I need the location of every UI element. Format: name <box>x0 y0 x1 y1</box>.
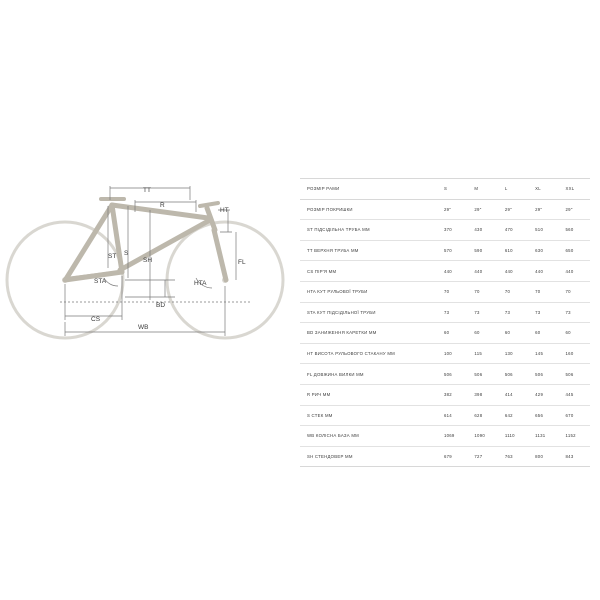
cell-m: 73 <box>468 302 498 323</box>
label-sta: STA <box>94 278 107 285</box>
column-header-xl: XL <box>529 179 559 200</box>
row-label: S СТЕК ММ <box>300 405 438 426</box>
row-label: HT ВИСОТА РУЛЬОВОГО СТАКАНУ ММ <box>300 343 438 364</box>
cell-xl: 145 <box>529 343 559 364</box>
cell-xl: 440 <box>529 261 559 282</box>
table-row <box>300 261 590 282</box>
cell-xxl: 160 <box>560 343 590 364</box>
cell-m: 440 <box>468 261 498 282</box>
cell-xl: 656 <box>529 405 559 426</box>
label-fl: FL <box>238 259 246 266</box>
cell-xl: 73 <box>529 302 559 323</box>
geometry-table <box>300 178 590 467</box>
cell-m: 590 <box>468 240 498 261</box>
cell-l: 60 <box>499 323 529 344</box>
cell-xl: 506 <box>529 364 559 385</box>
table-row <box>300 281 590 302</box>
cell-xxl: 650 <box>560 240 590 261</box>
cell-s: 29" <box>438 199 468 220</box>
cell-l: 763 <box>499 446 529 467</box>
cell-l: 506 <box>499 364 529 385</box>
cell-m: 628 <box>468 405 498 426</box>
table-row <box>300 343 590 364</box>
cell-m: 727 <box>468 446 498 467</box>
cell-xxl: 1152 <box>560 426 590 447</box>
cell-xl: 429 <box>529 384 559 405</box>
label-wb: WB <box>138 324 149 331</box>
table-row <box>300 323 590 344</box>
cell-xl: 800 <box>529 446 559 467</box>
cell-xxl: 506 <box>560 364 590 385</box>
table-row <box>300 240 590 261</box>
column-header-xxl: XXL <box>560 179 590 200</box>
cell-m: 430 <box>468 220 498 241</box>
cell-s: 1069 <box>438 426 468 447</box>
row-label: HTA КУТ РУЛЬОВОЇ ТРУБИ <box>300 281 438 302</box>
cell-xl: 60 <box>529 323 559 344</box>
label-sh: SH <box>143 257 153 264</box>
row-label: РОЗМІР ПОКРИШКИ <box>300 199 438 220</box>
cell-s: 370 <box>438 220 468 241</box>
label-ht: HT <box>220 207 229 214</box>
column-header-l: L <box>499 179 529 200</box>
cell-s: 100 <box>438 343 468 364</box>
label-tt: TT <box>143 187 151 194</box>
row-label: WB КОЛІСНА БАЗА ММ <box>300 426 438 447</box>
cell-s: 440 <box>438 261 468 282</box>
cell-m: 115 <box>468 343 498 364</box>
cell-m: 70 <box>468 281 498 302</box>
label-s: S <box>124 250 129 257</box>
table-row <box>300 446 590 467</box>
frame-graphic <box>65 205 226 280</box>
cell-xxl: 70 <box>560 281 590 302</box>
bike-geometry-diagram <box>0 150 298 380</box>
cell-l: 73 <box>499 302 529 323</box>
row-label: R РИЧ ММ <box>300 384 438 405</box>
cell-xxl: 560 <box>560 220 590 241</box>
cell-m: 29" <box>468 199 498 220</box>
table-body <box>300 199 590 467</box>
cell-s: 614 <box>438 405 468 426</box>
row-label: BD ЗАНИЖЕННЯ КАРЕТКИ ММ <box>300 323 438 344</box>
cell-l: 642 <box>499 405 529 426</box>
cell-l: 1110 <box>499 426 529 447</box>
table-row <box>300 220 590 241</box>
cell-xl: 29" <box>529 199 559 220</box>
label-r: R <box>160 202 165 209</box>
label-bd: BD <box>156 302 166 309</box>
cell-l: 414 <box>499 384 529 405</box>
cell-s: 70 <box>438 281 468 302</box>
table-row <box>300 199 590 220</box>
table-row <box>300 405 590 426</box>
cell-s: 382 <box>438 384 468 405</box>
column-header-frame-size: РОЗМІР РАМИ <box>300 179 438 200</box>
cell-l: 70 <box>499 281 529 302</box>
cell-s: 506 <box>438 364 468 385</box>
cell-m: 1090 <box>468 426 498 447</box>
cell-m: 506 <box>468 364 498 385</box>
column-header-m: M <box>468 179 498 200</box>
table-row <box>300 384 590 405</box>
table-row <box>300 364 590 385</box>
cell-xxl: 843 <box>560 446 590 467</box>
row-label: CS ПІР'Я ММ <box>300 261 438 282</box>
row-label: TT ВЕРХНЯ ТРУБА ММ <box>300 240 438 261</box>
table-row <box>300 302 590 323</box>
table-row <box>300 426 590 447</box>
cell-xl: 510 <box>529 220 559 241</box>
cell-xl: 630 <box>529 240 559 261</box>
cell-s: 73 <box>438 302 468 323</box>
cell-xxl: 445 <box>560 384 590 405</box>
cell-s: 60 <box>438 323 468 344</box>
cell-l: 440 <box>499 261 529 282</box>
cell-xxl: 73 <box>560 302 590 323</box>
table-header-row <box>300 179 590 200</box>
cell-xl: 1131 <box>529 426 559 447</box>
cell-l: 29" <box>499 199 529 220</box>
column-header-s: S <box>438 179 468 200</box>
label-cs: CS <box>91 316 101 323</box>
label-hta: HTA <box>194 280 207 287</box>
cell-m: 398 <box>468 384 498 405</box>
cell-xxl: 29" <box>560 199 590 220</box>
cell-l: 130 <box>499 343 529 364</box>
cell-l: 470 <box>499 220 529 241</box>
cell-m: 60 <box>468 323 498 344</box>
label-st: ST <box>108 253 117 260</box>
row-label: ST ПІДСІДІЛЬНА ТРУБА ММ <box>300 220 438 241</box>
row-label: STA КУТ ПІДСІДІЛЬНОЇ ТРУБИ <box>300 302 438 323</box>
cell-xl: 70 <box>529 281 559 302</box>
cell-xxl: 60 <box>560 323 590 344</box>
cell-l: 610 <box>499 240 529 261</box>
cell-xxl: 670 <box>560 405 590 426</box>
cell-s: 570 <box>438 240 468 261</box>
row-label: FL ДОВЖИНА ВИЛКИ ММ <box>300 364 438 385</box>
cell-xxl: 440 <box>560 261 590 282</box>
row-label: SH СТЕНДОВЕР ММ <box>300 446 438 467</box>
cell-s: 679 <box>438 446 468 467</box>
